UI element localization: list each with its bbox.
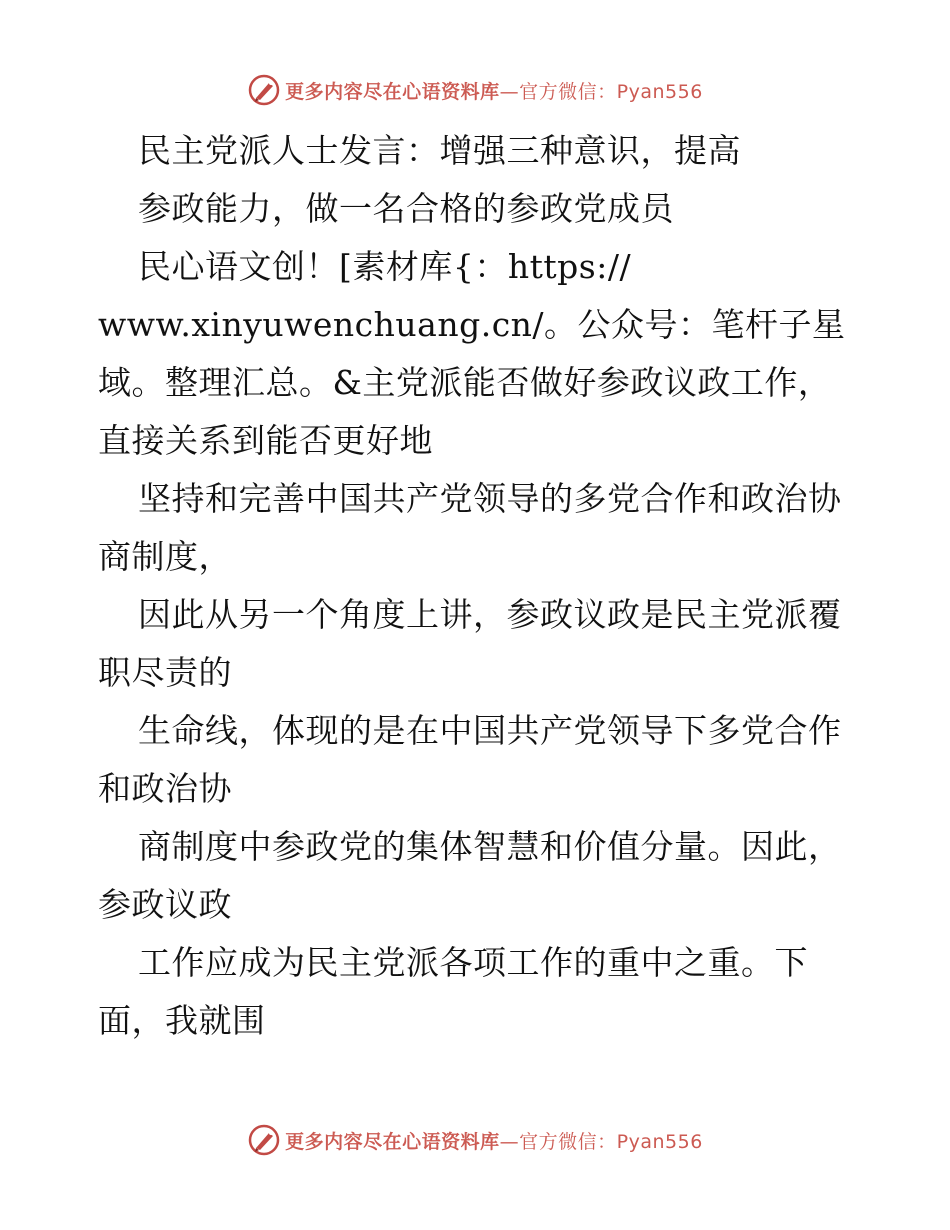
paragraph-8: 商制度中参政党的集体智慧和价值分量。因此，参政议政	[98, 827, 842, 924]
paragraph-5: 坚持和完善中国共产党领导的多党合作和政治协商制度，	[98, 479, 842, 576]
footer-banner-wechat: —官方微信：Pyan556	[499, 1130, 703, 1153]
paragraph-2: 参政能力，做一名合格的参政党成员	[138, 189, 674, 228]
pen-logo-icon	[247, 1123, 281, 1157]
header-banner-main: 更多内容尽在心语资料库	[285, 80, 500, 103]
paragraph-9: 工作应成为民主党派各项工作的重中之重。下面，我就围	[98, 943, 808, 1040]
paragraph-6: 因此从另一个角度上讲，参政议政是民主党派覆职尽责的	[98, 595, 842, 692]
paragraph-4: www.xinyuwenchuang.cn/。公众号：笔杆子星域。整理汇总。&主党派能否做好参政议政工作，直接关系到能否更好地	[98, 305, 846, 460]
paragraph-3: 民心语文创！[素材库{：https://	[138, 247, 632, 286]
paragraph-1: 民主党派人士发言：增强三种意识，提高	[138, 131, 741, 170]
footer-banner	[0, 1120, 950, 1160]
footer-banner-main: 更多内容尽在心语资料库	[285, 1130, 500, 1153]
paragraph-7: 生命线，体现的是在中国共产党领导下多党合作和政治协	[98, 711, 842, 808]
document-body	[98, 122, 858, 1050]
header-banner-wechat: —官方微信：Pyan556	[499, 80, 703, 103]
pen-logo-icon	[247, 73, 281, 107]
header-banner	[0, 70, 950, 110]
